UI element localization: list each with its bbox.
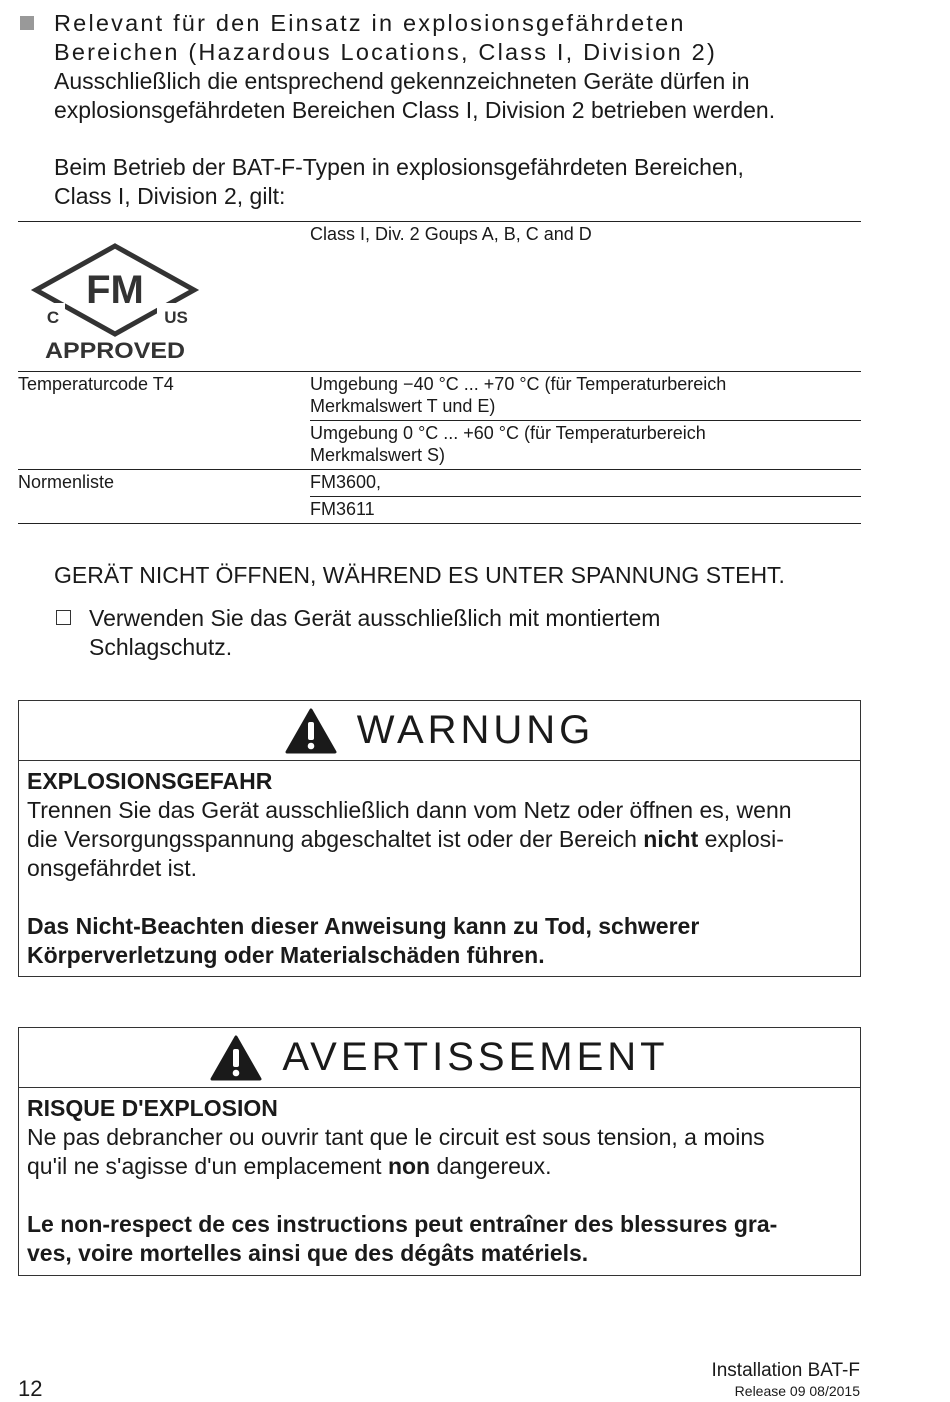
- fm-approved-logo: [30, 243, 200, 363]
- page-number: 12: [18, 1376, 43, 1401]
- warning-text-line2-post: dangereux.: [430, 1153, 552, 1179]
- do-not-open-notice: GERÄT NICHT ÖFFNEN, WÄHREND ES UNTER SPANNUNG STEHT.: [54, 562, 785, 588]
- warning-triangle-icon: [210, 1035, 262, 1081]
- table-row: [18, 372, 861, 421]
- warning-content-fr: [19, 1088, 860, 1278]
- footer-release: Release 09 08/2015: [734, 1383, 860, 1399]
- empty-cell: [18, 497, 310, 524]
- warning-text-line2-pre: die Versorgungsspannung abgeschaltet ist oder der Bereich: [27, 826, 644, 852]
- warning-title-fr: AVERTISSEMENT: [282, 1035, 669, 1079]
- class-value: Class I, Div. 2 Goups A, B, C and D: [310, 222, 861, 372]
- intro-line2: Class I, Division 2, gilt:: [54, 183, 286, 209]
- warning-text-line2-bold: non: [387, 1153, 431, 1179]
- warning-text-line1-fr: Ne pas debrancher ou ouvrir tant que le circuit est sous tension, a moins: [27, 1124, 765, 1150]
- warning-consequence-line1-fr: Le non-respect de ces instructions peut entraîner des blessures gra-: [27, 1211, 778, 1237]
- warning-content-de: [19, 761, 860, 980]
- standards-label: Normenliste: [18, 470, 310, 497]
- temperature-value-1-line1: Umgebung −40 °C ... +70 °C (für Temperaturbereich: [310, 374, 727, 394]
- table-row: [18, 222, 861, 372]
- section-body-line1: Ausschließlich die entsprechend gekennzeichneten Geräte dürfen in: [54, 68, 750, 94]
- table-row: [18, 497, 861, 524]
- temperature-value-1: [310, 372, 861, 421]
- temperature-value-2-line1: Umgebung 0 °C ... +60 °C (für Temperaturbereich: [310, 423, 706, 443]
- intro-line1: Beim Betrieb der BAT-F-Typen in explosionsgefährdeten Bereichen,: [54, 154, 744, 180]
- warning-consequence-line2-fr: ves, voire mortelles ainsi que des dégâts matériels.: [27, 1240, 589, 1266]
- instruction-step: [54, 604, 844, 662]
- warning-text-line1-de: Trennen Sie das Gerät ausschließlich dann vom Netz oder öffnen es, wenn: [27, 797, 792, 823]
- empty-cell: [18, 421, 310, 470]
- instruction-line2: Schlagschutz.: [89, 634, 233, 660]
- warning-header-fr: [19, 1028, 860, 1088]
- warning-header-de: [19, 701, 860, 761]
- section-title-line1: Relevant für den Einsatz in explosionsgefährdeten: [54, 10, 686, 36]
- warning-text-line2-fr: [27, 1152, 852, 1181]
- warning-consequence-line2-de: Körperverletzung oder Materialschäden führen.: [27, 942, 545, 968]
- square-bullet-icon: [20, 16, 34, 30]
- warning-text-line3-de: onsgefährdet ist.: [27, 855, 198, 881]
- warning-box-de: [18, 700, 861, 977]
- section-body-line2: explosionsgefährdeten Bereichen Class I, Division 2 betrieben werden.: [54, 97, 776, 123]
- warning-text-line2-pre: qu'il ne s'agisse d'un emplacement: [27, 1153, 388, 1179]
- warning-text-line2-post: explosi-: [698, 826, 784, 852]
- section-title-line2: Bereichen (Hazardous Locations, Class I, Division 2): [54, 39, 717, 65]
- footer-doc-title: Installation BAT-F: [711, 1360, 860, 1381]
- table-row: [18, 421, 861, 470]
- standards-value-2: FM3611: [310, 497, 861, 524]
- temperature-value-1-line2: Merkmalswert T und E): [310, 396, 496, 416]
- table-row: [18, 470, 861, 497]
- temperature-value-2-line2: Merkmalswert S): [310, 445, 446, 465]
- temperature-label: Temperaturcode T4: [18, 372, 310, 421]
- fm-logo-c-text: C: [46, 308, 60, 327]
- intro-paragraph: [54, 153, 854, 211]
- certification-table: [18, 221, 861, 524]
- warning-triangle-icon: [285, 708, 337, 754]
- fm-approved-logo-cell: [18, 222, 310, 372]
- standards-value-1: FM3600,: [310, 470, 861, 497]
- warning-text-line2-bold: nicht: [643, 826, 699, 852]
- warning-heading-fr: RISQUE D'EXPLOSION: [27, 1095, 278, 1121]
- warning-box-fr: [18, 1027, 861, 1276]
- warning-title-de: WARNUNG: [356, 708, 595, 752]
- fm-logo-us-text: US: [164, 308, 188, 327]
- section-heading: [20, 9, 860, 125]
- warning-heading-de: EXPLOSIONSGEFAHR: [27, 768, 273, 794]
- instruction-line1: Verwenden Sie das Gerät ausschließlich mit montiertem: [89, 605, 661, 631]
- fm-logo-approved-text: APPROVED: [45, 338, 185, 363]
- fm-logo-text: FM: [86, 268, 144, 312]
- warning-text-line2-de: [27, 825, 852, 854]
- temperature-value-2: [310, 421, 861, 470]
- warning-consequence-line1-de: Das Nicht-Beachten dieser Anweisung kann zu Tod, schwerer: [27, 913, 700, 939]
- checkbox-bullet-icon: [56, 610, 71, 625]
